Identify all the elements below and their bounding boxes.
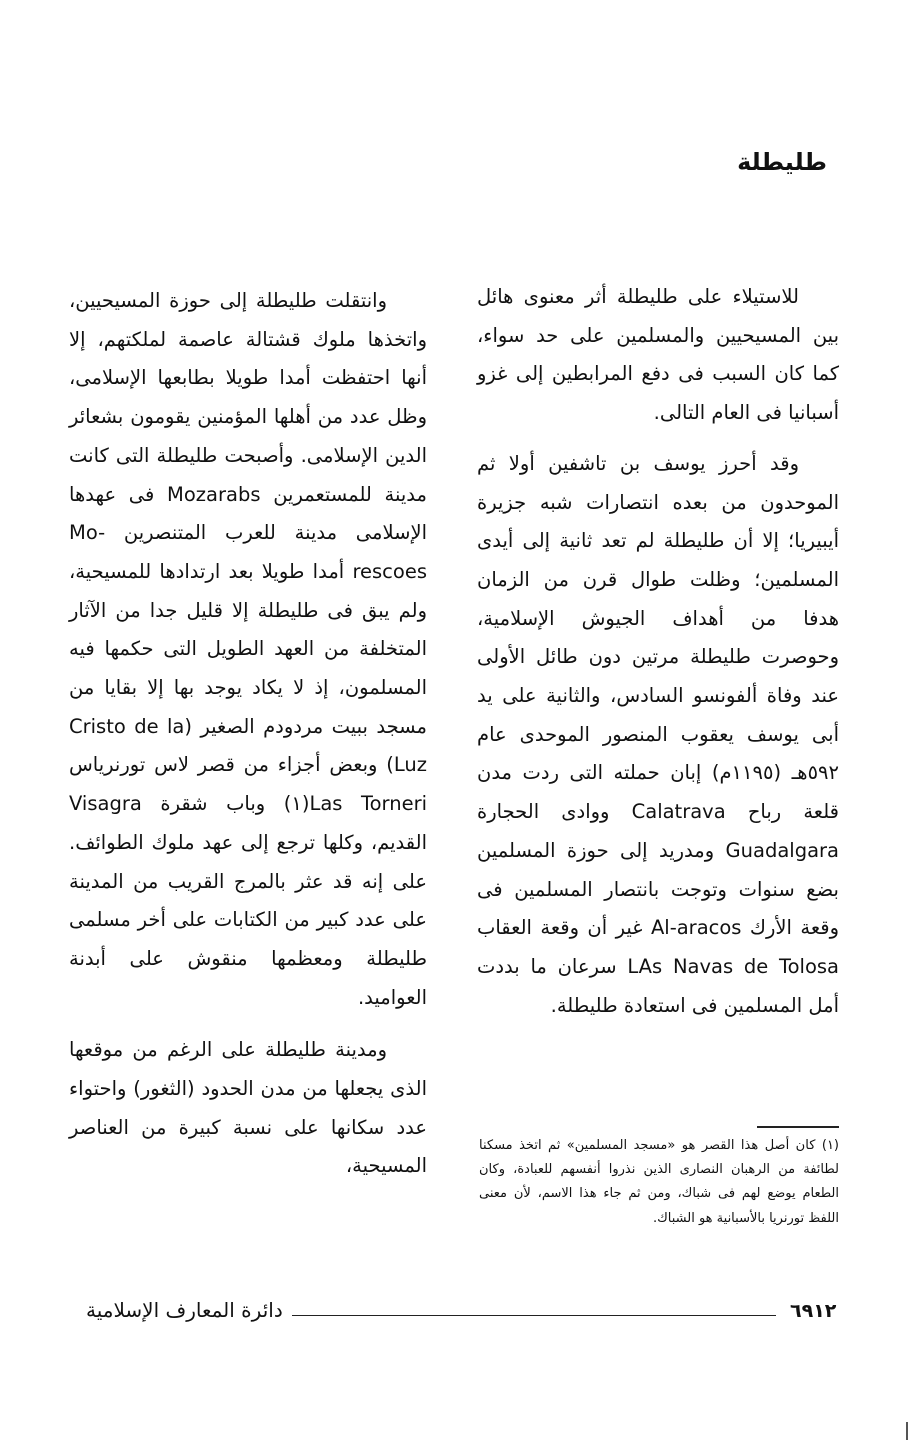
running-head-title: طليطلة: [737, 148, 827, 176]
paragraph: وانتقلت طليطلة إلى حوزة المسيحيين، واتخذها ملوك قشتالة عاصمة لملكتهم، إلا أنها احتفظت أمدا طويلا بطابعها الإسلامى، وظل عدد من أهلها المؤمنين يقومون بشعائر الدين الإسلامى. وأصبحت طليطلة التى كانت مدينة للمستعمرين Mozarabs فى عهدها الإسلامى مدينة للعرب المتنصرين Mo-rescoes أمدا طويلا بعد ارتدادها للمسيحية، ولم يبق فى طليطلة إلا قليل جدا من الآثار المتخلفة من العهد الطويل التى حكمها فيه المسلمون، إذ لا يكاد يوجد بها إلا بقايا من مسجد ببيت مردودم الصغير (Cristo de la Luz) وبعض أجزاء من قصر لاس تورنرياس Las Torneri(١) وباب شقرة Visagra القديم، وكلها ترجع إلى عهد ملوك الطوائف. على إنه قد عثر بالمرج القريب من المدينة على عدد كبير من الكتابات على أخر مسلمى طليطلة ومعظمها منقوش على أبدنة العواميد.: [69, 289, 428, 1009]
footnote-divider: [757, 1126, 839, 1128]
paragraph: للاستيلاء على طليطلة أثر معنوى هائل بين المسيحيين والمسلمين على حد سواء، كما كان السبب فى دفع المرابطين إلى غزو أسبانيا فى العام التالى.: [477, 285, 839, 425]
paragraph: ومدينة طليطلة على الرغم من موقعها الذى يجعلها من مدن الحدود (الثغور) واحتواء عدد سكانها على نسبة كبيرة من العناصر المسيحية،: [69, 1038, 427, 1178]
footer-book-title: دائرة المعارف الإسلامية: [86, 1298, 283, 1322]
scan-edge-mark: [906, 1422, 908, 1440]
paragraph: وقد أحرز يوسف بن تاشفين أولا ثم الموحدون من بعده انتصارات شبه جزيرة أيبيريا؛ إلا أن طليطلة لم تعد ثانية إلى أيدى المسلمين؛ وظلت طوال قرن من الزمان هدفا من أهداف الجيوش الإسلامية، وحوصرت طليطلة مرتين دون طائل الأولى عند وفاة ألفونسو السادس، والثانية على يد أبى يوسف يعقوب المنصور الموحدى عام ٥٩٢هـ (١١٩٥م) إبان حملته التى ردت مدن قلعة رباح Calatrava ووادى الحجارة Guadalgara ومدريد إلى حوزة المسلمين بضع سنوات وتوجت بانتصار المسلمين فى وقعة الأرك Al-aracos غير أن وقعة العقاب LAs Navas de Tolosa سرعان ما بددت أمل المسلمين فى استعادة طليطلة.: [477, 451, 840, 1017]
footer-divider: [292, 1315, 776, 1316]
text-column-left: [69, 282, 427, 1186]
footnote: (١) كان أصل هذا القصر هو «مسجد المسلمين» ثم اتخذ مسكنا لطائفة من الرهبان النصارى الذين نذروا أنفسهم للعبادة، وكان الطعام يوضع لهم فى شباك، ومن ثم جاء هذا الاسم، لأن معنى اللفظ تورنريا بالأسبانية هو الشباك.: [479, 1138, 839, 1226]
text-column-right: [477, 278, 839, 1025]
page-number: ٦٩١٢: [790, 1300, 837, 1322]
